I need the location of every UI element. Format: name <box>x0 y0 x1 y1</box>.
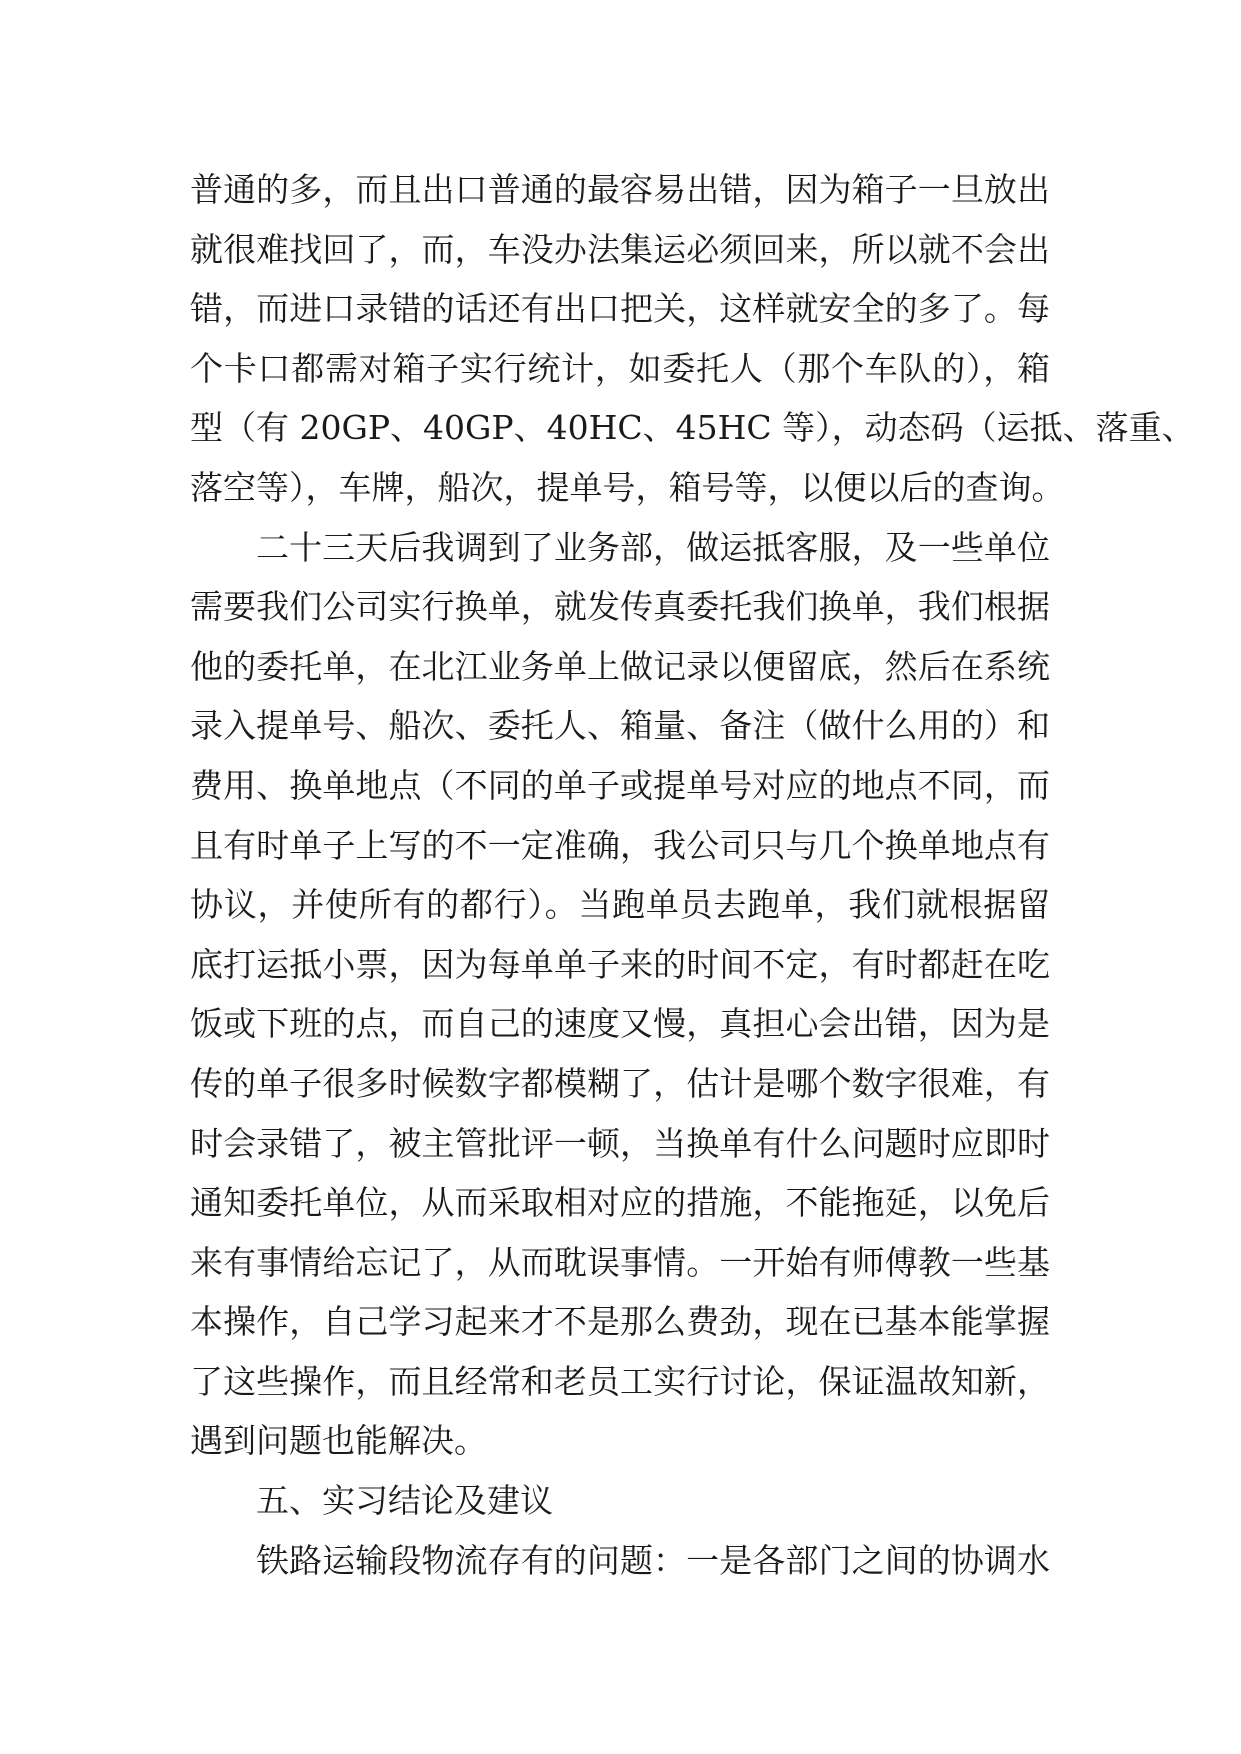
paragraph-line: 来有事情给忘记了，从而耽误事情。一开始有师傅教一些基 <box>190 1242 1050 1282</box>
paragraph-container-checkpoint <box>190 160 1195 518</box>
paragraph-line: 普通的多，而且出口普通的最容易出错，因为箱子一旦放出 <box>190 170 1050 209</box>
paragraph-first-line: 二十三天后我调到了业务部，做运抵客服，及一些单位 <box>256 527 1050 567</box>
paragraph-line: 个卡口都需对箱子实行统计，如委托人（那个车队的），箱 <box>190 348 1050 388</box>
paragraph-line: 就很难找回了，而，车没办法集运必须回来，所以就不会出 <box>190 229 1050 269</box>
paragraph-line: 录入提单号、船次、委托人、箱量、备注（做什么用的）和 <box>190 706 1050 746</box>
paragraph-line: 底打运抵小票，因为每单单子来的时间不定，有时都赶在吃 <box>190 944 1050 984</box>
paragraph-line: 通知委托单位，从而采取相对应的措施，不能拖延，以免后 <box>190 1183 1050 1223</box>
paragraph-line: 饭或下班的点，而自己的速度又慢，真担心会出错，因为是 <box>190 1004 1050 1044</box>
paragraph-line: 型（有 20GP、40GP、40HC、45HC 等），动态码（运抵、落重、 <box>190 408 1195 448</box>
paragraph-line: 落空等），车牌，船次，提单号，箱号等，以便以后的查询。 <box>190 467 1065 507</box>
paragraph-line: 费用、换单地点（不同的单子或提单号对应的地点不同，而 <box>190 765 1050 805</box>
paragraph-line: 传的单子很多时候数字都模糊了，估计是哪个数字很难，有 <box>190 1063 1050 1103</box>
paragraph-container-conclusion <box>190 1531 1050 1591</box>
paragraph-line: 错，而进口录错的话还有出口把关，这样就安全的多了。每 <box>190 289 1050 329</box>
paragraph-line: 时会录错了，被主管批评一顿，当换单有什么问题时应即时 <box>190 1123 1050 1163</box>
paragraph-line: 本操作，自己学习起来才不是那么费劲，现在已基本能掌握 <box>190 1302 1050 1342</box>
paragraph-line: 他的委托单，在北江业务单上做记录以便留底，然后在系统 <box>190 646 1050 686</box>
paragraph-first-line: 铁路运输段物流存有的问题：一是各部门之间的协调水 <box>256 1540 1050 1580</box>
paragraph-line: 了这些操作，而且经常和老员工实行讨论，保证温故知新， <box>190 1361 1050 1401</box>
paragraph-line: 且有时单子上写的不一定准确，我公司只与几个换单地点有 <box>190 825 1050 865</box>
section-heading: 五、实习结论及建议 <box>256 1481 553 1521</box>
paragraph-line: 需要我们公司实行换单，就发传真委托我们换单，我们根据 <box>190 587 1050 627</box>
paragraph-container-business <box>190 518 1050 1472</box>
paragraph-line: 协议，并使所有的都行）。当跑单员去跑单，我们就根据留 <box>190 885 1050 925</box>
paragraph-line: 遇到问题也能解决。 <box>190 1421 487 1461</box>
document-body <box>190 160 1195 1590</box>
